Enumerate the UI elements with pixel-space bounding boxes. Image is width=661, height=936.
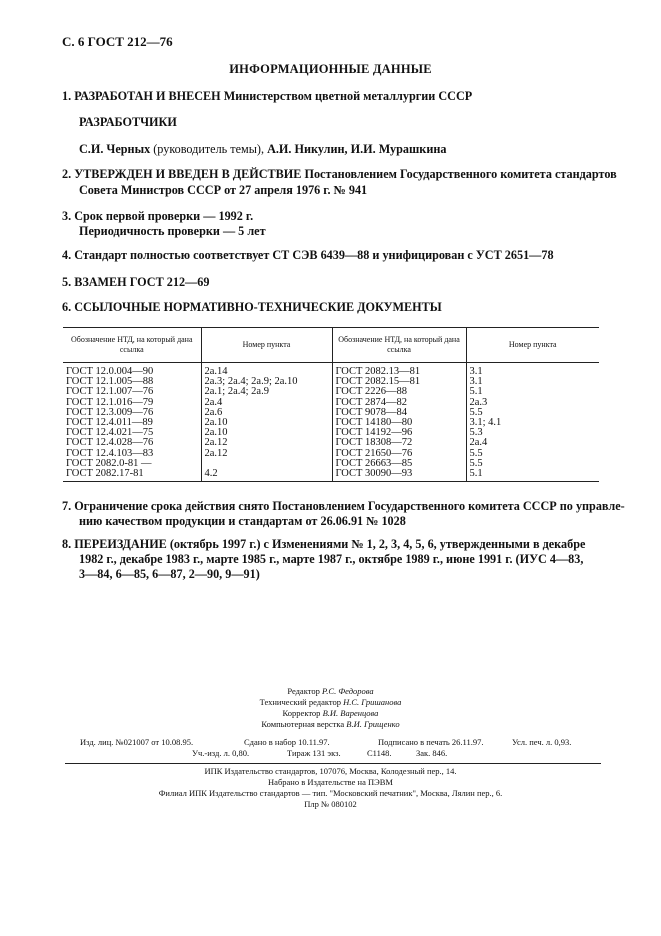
credit-layout-name: В.И. Грищенко: [346, 719, 400, 729]
footer-typeset: Набрано в Издательстве на ПЭВМ: [268, 777, 393, 787]
table-cell: ГОСТ 9078—84: [335, 406, 408, 418]
footer-divider: [65, 763, 601, 764]
publication-signed: Подписано в печать 26.11.97.: [378, 737, 484, 747]
section-7-line-1: 7. Ограничение срока действия снято Постановлением Государственного комитета СССР по управле-: [62, 499, 625, 513]
section-1-developed: 1. РАЗРАБОТАН И ВНЕСЕН Министерством цветной металлургии СССР: [62, 89, 473, 103]
table-cell: 3.1: [469, 366, 483, 377]
credit-editor-name: Р.С. Федорова: [321, 686, 374, 696]
credit-layout-label: Компьютерная верстка: [261, 719, 345, 729]
table-cell: ГОСТ 2082.0-81 —: [66, 457, 152, 469]
developers-list: [79, 141, 446, 157]
developers-heading: РАЗРАБОТЧИКИ: [79, 115, 177, 129]
publication-pub-sheets: Уч.-изд. л. 0,80.: [192, 748, 250, 758]
item-column-1: [201, 363, 332, 482]
section-8-line-3: 3—84, 6—85, 6—87, 2—90, 9—91): [79, 567, 260, 581]
section-3-line-1: 3. Срок первой проверки — 1992 г.: [62, 209, 254, 223]
credit-tech-editor-name: Н.С. Гришанова: [343, 697, 402, 707]
developer-name-1: С.И. Черных: [79, 142, 151, 156]
section-4: 4. Стандарт полностью соответствует СТ СЭВ 6439—88 и унифицирован с УСТ 2651—78: [62, 248, 554, 262]
table-cell: [205, 459, 330, 469]
table-cell: 3.1; 4.1: [469, 416, 502, 428]
ntd-column-2: [332, 363, 466, 482]
credit-editor: [0, 686, 661, 698]
header-item-2: Номер пункта: [466, 328, 599, 363]
section-3-line-2: Периодичность проверки — 5 лет: [79, 224, 266, 238]
table-cell: 5.1: [469, 386, 483, 398]
table-cell: 2а.4: [469, 437, 488, 449]
table-cell: 2а.3: [469, 396, 488, 408]
table-cell: ГОСТ 12.4.103—83: [66, 447, 154, 459]
table-cell: 2а.12: [204, 437, 228, 449]
table-cell: ГОСТ 2874—82: [335, 396, 408, 408]
table-cell: ГОСТ 2082.13—81: [335, 366, 421, 377]
table-cell: 5.3: [469, 427, 483, 439]
footer-publisher: ИПК Издательство стандартов, 107076, Москва, Колодезный пер., 14.: [204, 766, 457, 776]
page-title: ИНФОРМАЦИОННЫЕ ДАННЫЕ: [229, 62, 432, 76]
reference-table: [63, 327, 599, 482]
table-cell: 5.5: [469, 447, 483, 459]
developer-names-rest: А.И. Никулин, И.И. Мурашкина: [267, 142, 447, 156]
publication-sent-to-set: Сдано в набор 10.11.97.: [244, 737, 330, 747]
publication-print-sheets: Усл. печ. л. 0,93.: [512, 737, 572, 747]
table-cell: ГОСТ 21650—76: [335, 447, 413, 459]
table-cell: ГОСТ 14180—80: [335, 416, 413, 428]
table-cell: ГОСТ 12.4.011—89: [66, 416, 153, 428]
page-header: С. 6 ГОСТ 212—76: [62, 34, 173, 49]
table-cell: ГОСТ 26663—85: [335, 457, 413, 469]
section-7-line-2: нию качеством продукции и стандартам от 26.06.91 № 1028: [79, 514, 406, 528]
table-cell: ГОСТ 2082.15—81: [335, 376, 421, 388]
section-8-line-1: 8. ПЕРЕИЗДАНИЕ (октябрь 1997 г.) с Изменениями № 1, 2, 3, 4, 5, 6, утвержденными в декабре: [62, 537, 586, 551]
ntd-column-1: [63, 363, 201, 482]
publication-license: Изд. лиц. №021007 от 10.08.95.: [80, 737, 194, 747]
table-cell: 2а.10: [204, 416, 228, 428]
table-cell: ГОСТ 12.1.005—88: [66, 376, 154, 388]
table-cell: 2а.4: [204, 396, 223, 408]
header-ntd-1: Обозначение НТД, на который дана ссылка: [63, 328, 201, 363]
section-8-line-2: 1982 г., декабре 1983 г., марте 1985 г., марте 1987 г., октябре 1989 г., июне 1991 г. (ИУС 4—83,: [79, 552, 584, 566]
item-column-2: [466, 363, 599, 482]
table-cell: 2а.3; 2а.4; 2а.9; 2а.10: [204, 376, 298, 388]
table-cell: 2а.10: [204, 427, 228, 439]
table-cell: ГОСТ 14192—96: [335, 427, 413, 439]
table-cell: 5.5: [469, 406, 483, 418]
table-cell: 4.2: [204, 467, 218, 479]
table-cell: ГОСТ 30090—93: [335, 467, 413, 479]
table-cell: 2а.6: [204, 406, 223, 418]
table-cell: ГОСТ 2226—88: [335, 386, 408, 398]
credit-editor-label: Редактор: [287, 686, 320, 696]
header-ntd-2: Обозначение НТД, на который дана ссылка: [332, 328, 466, 363]
table-cell: 2а.1; 2а.4; 2а.9: [204, 386, 269, 398]
credit-tech-editor: [0, 697, 661, 709]
credit-tech-editor-label: Технический редактор: [259, 697, 341, 707]
credit-proofreader-name: В.И. Варенцова: [322, 708, 379, 718]
table-cell: ГОСТ 12.3.009—76: [66, 406, 154, 418]
section-2-line-2: Совета Министров СССР от 27 апреля 1976 г. № 941: [79, 183, 368, 197]
publication-circulation: Тираж 131 экз.: [287, 748, 341, 758]
publication-code: С1148.: [367, 748, 392, 758]
credit-proofreader: [0, 708, 661, 720]
section-6-heading: 6. ССЫЛОЧНЫЕ НОРМАТИВНО-ТЕХНИЧЕСКИЕ ДОКУМЕНТЫ: [62, 300, 442, 314]
table-cell: 5.1: [469, 467, 483, 479]
table-cell: ГОСТ 12.4.028—76: [66, 437, 154, 449]
header-item-1: Номер пункта: [201, 328, 332, 363]
table-cell: ГОСТ 18308—72: [335, 437, 413, 449]
publication-order: Зак. 846.: [416, 748, 448, 758]
table-cell: ГОСТ 12.1.016—79: [66, 396, 154, 408]
table-cell: ГОСТ 2082.17-81: [66, 467, 144, 479]
section-5: 5. ВЗАМЕН ГОСТ 212—69: [62, 275, 210, 289]
footer-branch: Филиал ИПК Издательство стандартов — тип. "Московский печатник", Москва, Лялин пер., 6.: [158, 788, 503, 798]
table-cell: 2а.12: [204, 447, 228, 459]
table-cell: ГОСТ 12.0.004—90: [66, 366, 154, 377]
table-cell: ГОСТ 12.1.007—76: [66, 386, 154, 398]
credit-proofreader-label: Корректор: [282, 708, 321, 718]
footer-plr: Плр № 080102: [304, 799, 357, 809]
table-cell: 2а.14: [204, 366, 228, 377]
table-cell: 3.1: [469, 376, 483, 388]
credit-layout: [0, 719, 661, 731]
table-cell: 5.5: [469, 457, 483, 469]
table-cell: ГОСТ 12.4.021—75: [66, 427, 154, 439]
developer-role: (руководитель темы),: [150, 142, 268, 156]
section-2-line-1: 2. УТВЕРЖДЕН И ВВЕДЕН В ДЕЙСТВИЕ Постановлением Государственного комитета стандартов: [62, 167, 617, 181]
